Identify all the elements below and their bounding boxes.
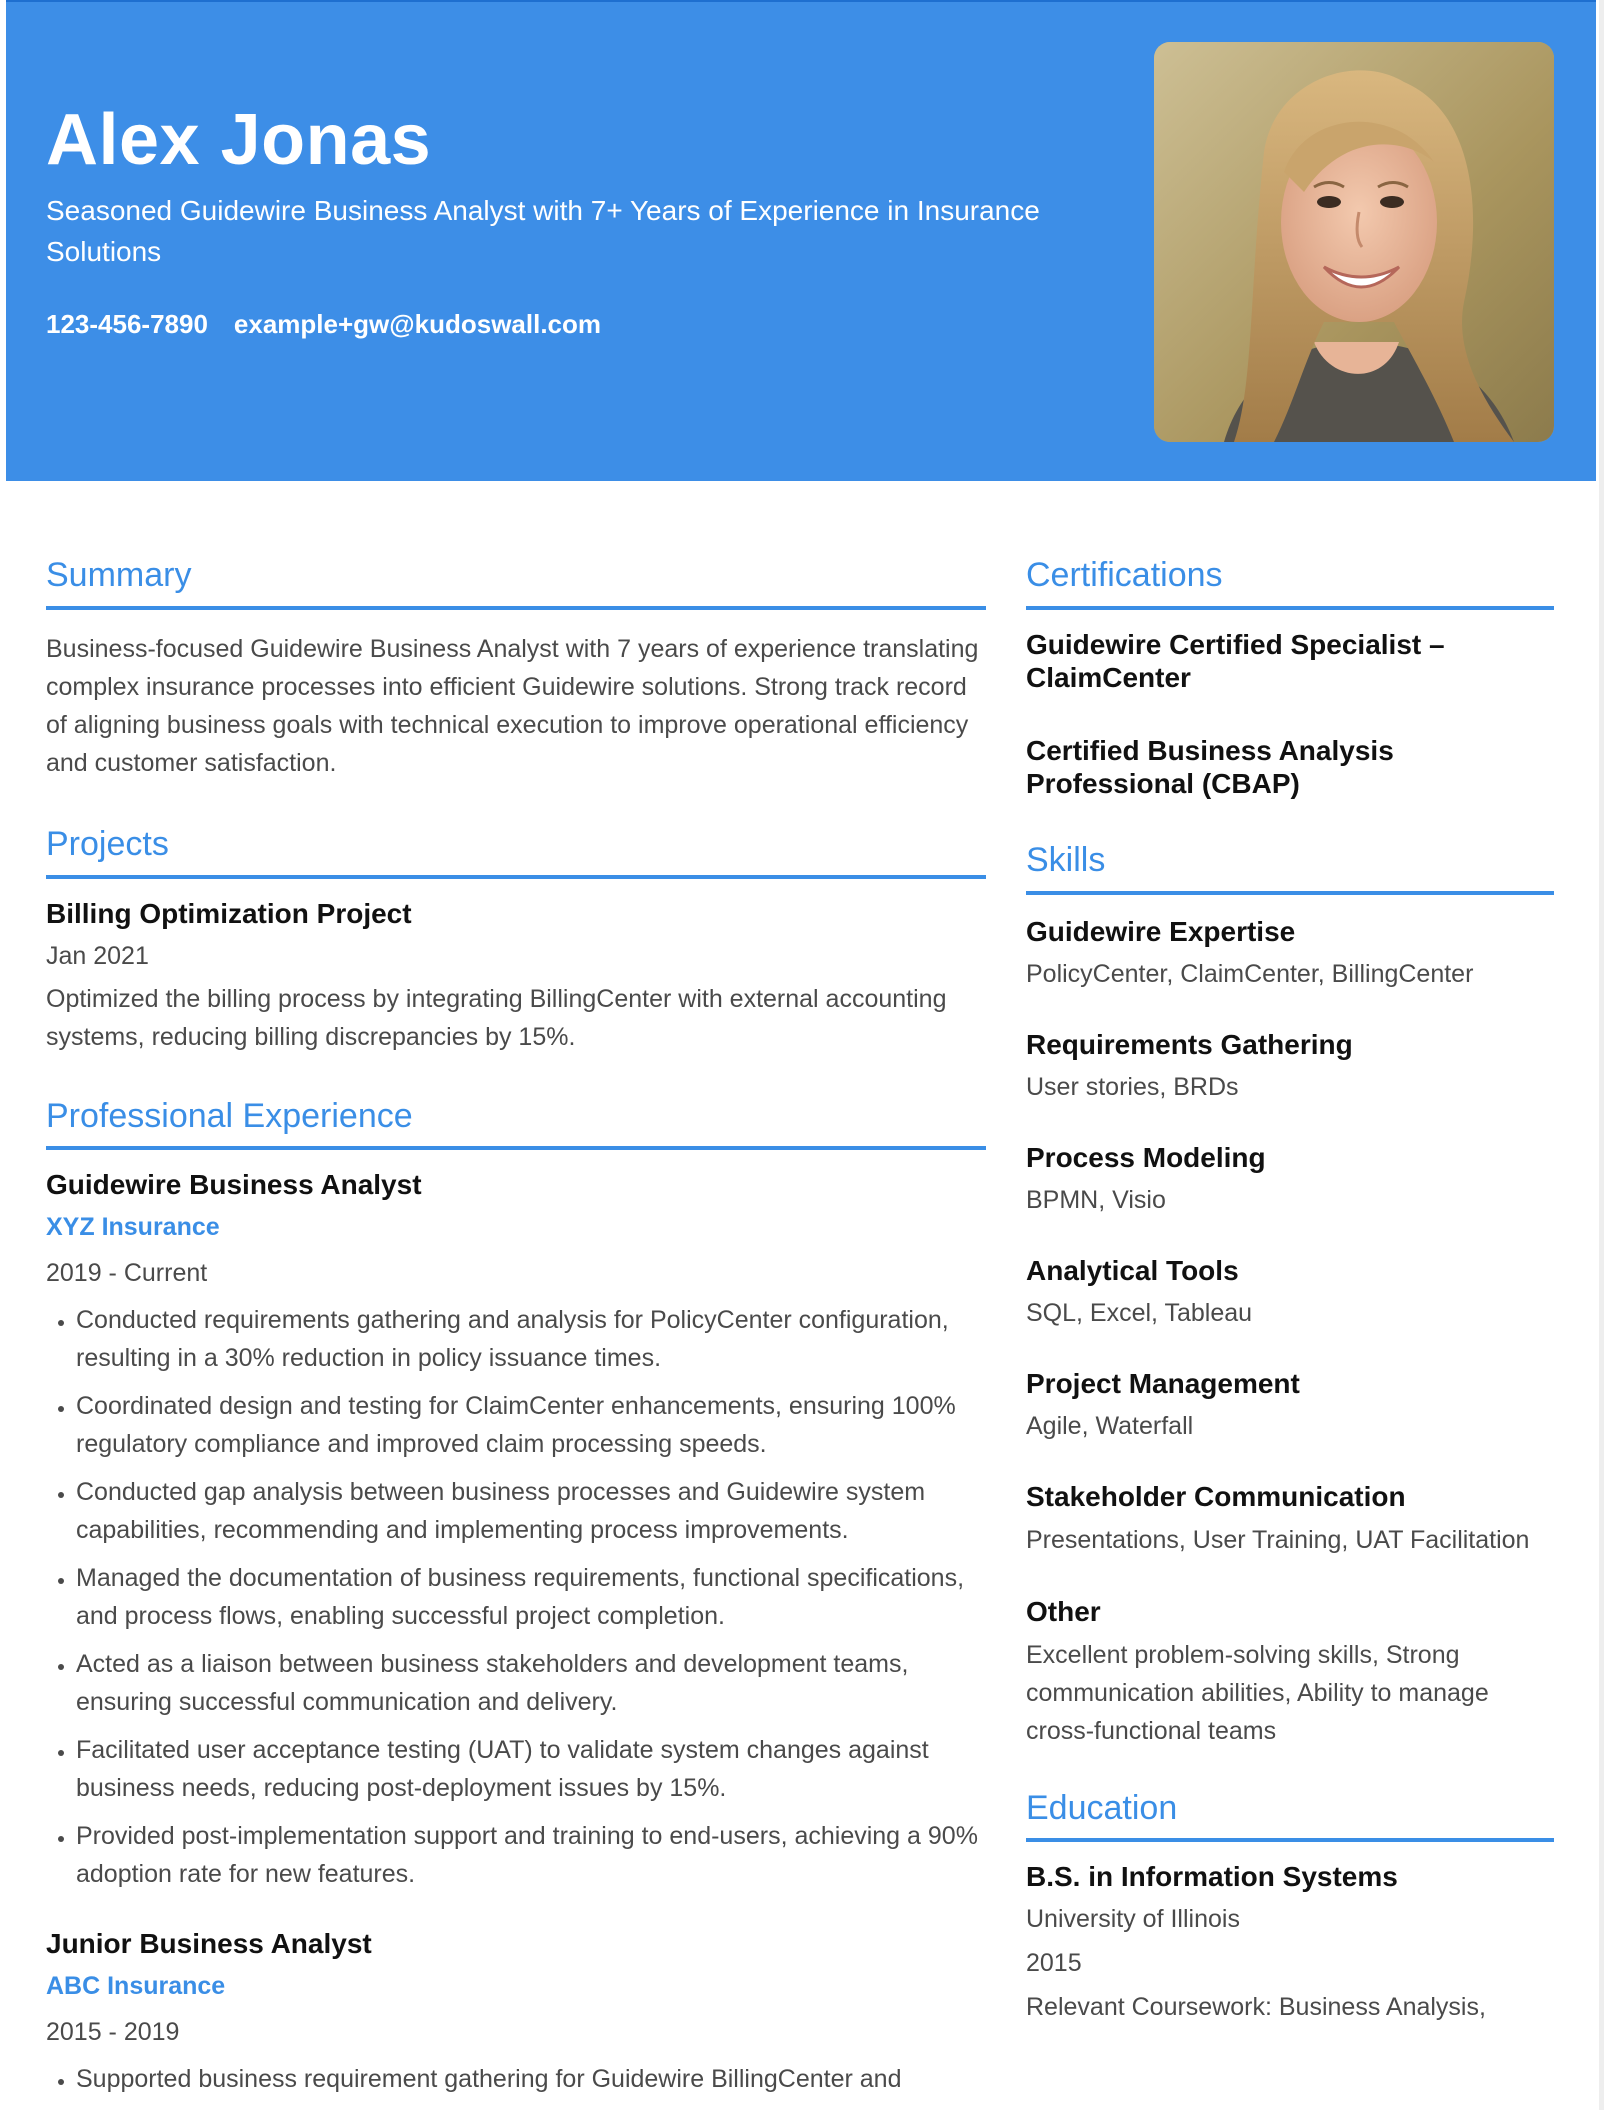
job-title: Junior Business Analyst — [46, 1928, 372, 1960]
skill-name: Project Management — [1026, 1367, 1300, 1399]
email-address: example+gw@kudoswall.com — [233, 309, 602, 339]
certification-item: Certified Business Analysis Professional (CBAP) — [1026, 734, 1394, 799]
certification-item: Guidewire Certified Specialist – ClaimCenter — [1026, 628, 1445, 693]
skill-group — [1026, 1254, 1554, 1331]
headline: Seasoned Guidewire Business Analyst with 7+ Years of Experience in Insurance Solutions — [46, 195, 1040, 267]
skills-heading: Skills — [1026, 840, 1554, 895]
graduation-year: 2015 — [1026, 1949, 1082, 1978]
job-entry — [46, 1168, 986, 1893]
profile-photo — [1154, 42, 1554, 442]
job-bullet: • Supported business requirement gathering for Guidewire BillingCenter and — [76, 2060, 986, 2098]
skill-detail: SQL, Excel, Tableau — [1026, 1298, 1253, 1327]
skill-name: Guidewire Expertise — [1026, 915, 1296, 947]
experience-section — [46, 1096, 986, 2099]
resume-header — [6, 0, 1596, 481]
skill-name: Stakeholder Communication — [1026, 1480, 1406, 1512]
sidebar-column — [1026, 555, 1554, 2025]
school-name: University of Illinois — [1026, 1905, 1240, 1934]
job-title: Guidewire Business Analyst — [46, 1169, 422, 1201]
job-bullet: • Acted as a liaison between business stakeholders and development teams, ensuring successful communication and delivery. — [76, 1645, 986, 1721]
page-edge — [1599, 0, 1604, 2110]
project-description: Optimized the billing process by integrating BillingCenter with external accounting systems, reducing billing discrepancies by 15%. — [46, 984, 947, 1051]
certifications-section — [1026, 555, 1554, 800]
project-date: Jan 2021 — [46, 941, 149, 970]
job-bullet: • Provided post-implementation support and training to end-users, achieving a 90% adoption rate for new features. — [76, 1817, 986, 1893]
company-name: XYZ Insurance — [46, 1213, 220, 1242]
project-name: Billing Optimization Project — [46, 897, 412, 929]
skills-section — [1026, 840, 1554, 1750]
skill-name: Analytical Tools — [1026, 1254, 1239, 1286]
education-section — [1026, 1788, 1554, 2026]
job-dates: 2015 - 2019 — [46, 2018, 180, 2047]
job-bullet: • Conducted gap analysis between business processes and Guidewire system capabilities, recommending and implementing process improvements. — [76, 1473, 986, 1549]
experience-heading: Professional Experience — [46, 1096, 986, 1151]
company-name: ABC Insurance — [46, 1972, 226, 2001]
main-column — [46, 555, 986, 2108]
candidate-name: Alex Jonas — [46, 100, 432, 180]
skill-group — [1026, 1595, 1554, 1750]
skill-group — [1026, 1028, 1554, 1105]
skill-detail: Excellent problem-solving skills, Strong communication abilities, Ability to manage cross-functional teams — [1026, 1640, 1489, 1745]
skill-name: Requirements Gathering — [1026, 1028, 1353, 1060]
job-bullet: • Coordinated design and testing for ClaimCenter enhancements, ensuring 100% regulatory compliance and improved claim processing speeds. — [76, 1387, 986, 1463]
projects-heading: Projects — [46, 824, 986, 879]
projects-section — [46, 824, 986, 1056]
skill-group — [1026, 1367, 1554, 1444]
project-item — [46, 897, 986, 1056]
job-dates: 2019 - Current — [46, 1259, 208, 1288]
summary-text: Business-focused Guidewire Business Analyst with 7 years of experience translating complex insurance processes into efficient Guidewire solutions. Strong track record of aligning business goals with technical execution to improve operational efficiency and customer satisfaction. — [46, 634, 979, 777]
job-bullet: • Managed the documentation of business requirements, functional specifications, and process flows, enabling successful project completion. — [76, 1559, 986, 1635]
skill-detail: User stories, BRDs — [1026, 1072, 1239, 1101]
skill-group — [1026, 1480, 1554, 1559]
degree-name: B.S. in Information Systems — [1026, 1861, 1398, 1893]
summary-section — [46, 555, 986, 782]
coursework: Relevant Coursework: Business Analysis, — [1026, 1993, 1486, 2022]
certifications-heading: Certifications — [1026, 555, 1554, 610]
job-bullet: • Conducted requirements gathering and analysis for PolicyCenter configuration, resulting in a 30% reduction in policy issuance times. — [76, 1301, 986, 1377]
skill-detail: Presentations, User Training, UAT Facilitation — [1026, 1525, 1530, 1554]
contact-info — [46, 309, 601, 340]
summary-heading: Summary — [46, 555, 986, 610]
phone-number: 123-456-7890 — [46, 309, 208, 339]
skill-detail: BPMN, Visio — [1026, 1185, 1166, 1214]
job-bullet: • Facilitated user acceptance testing (UAT) to validate system changes against business needs, reducing post-deployment issues by 15%. — [76, 1731, 986, 1807]
skill-detail: PolicyCenter, ClaimCenter, BillingCenter — [1026, 959, 1474, 988]
skill-group — [1026, 915, 1554, 992]
skill-name: Process Modeling — [1026, 1141, 1266, 1173]
skill-name: Other — [1026, 1595, 1101, 1627]
job-bullets — [46, 1301, 986, 1893]
education-heading: Education — [1026, 1788, 1554, 1843]
job-bullets — [46, 2060, 986, 2098]
skill-detail: Agile, Waterfall — [1026, 1411, 1194, 1440]
job-entry — [46, 1927, 986, 2098]
skill-group — [1026, 1141, 1554, 1218]
